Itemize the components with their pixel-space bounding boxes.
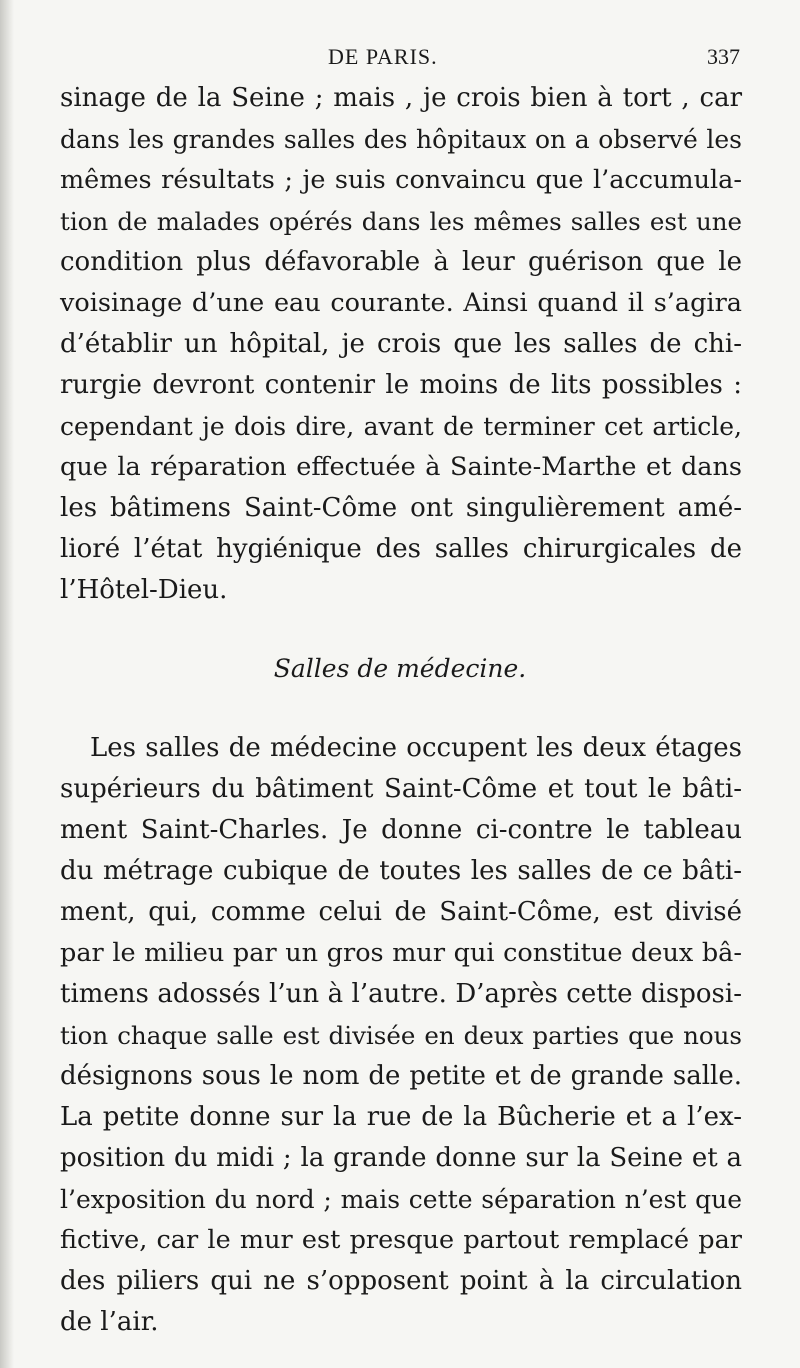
text-line: Les salles de médecine occupent les deux étages bbox=[90, 733, 742, 763]
text-line: tion chaque salle est divisée en deux parties que nous bbox=[60, 1021, 742, 1050]
text-line: tion de malades opérés dans les mêmes salles est une bbox=[60, 207, 742, 236]
text-line: supérieurs du bâtiment Saint-Côme et tout le bâti- bbox=[60, 774, 742, 804]
text-line: rurgie devront contenir le moins de lits possibles : bbox=[60, 370, 742, 400]
text-line: cependant je dois dire, avant de terminer cet article, bbox=[60, 412, 742, 441]
text-line: par le milieu par un gros mur qui constitue deux bâ- bbox=[60, 938, 742, 968]
text-line: sinage de la Seine ; mais , je crois bien à tort , car bbox=[60, 83, 742, 113]
running-header bbox=[60, 44, 740, 76]
text-line: des piliers qui ne s’opposent point à la circulation bbox=[60, 1266, 742, 1296]
text-line: ment, qui, comme celui de Saint-Côme, est divisé bbox=[60, 897, 742, 927]
text-line: ment Saint-Charles. Je donne ci-contre le tableau bbox=[60, 815, 742, 845]
text-line: de l’air. bbox=[60, 1307, 159, 1337]
text-line: fictive, car le mur est presque partout remplacé par bbox=[60, 1225, 742, 1255]
text-line: dans les grandes salles des hôpitaux on a observé les bbox=[60, 125, 742, 154]
text-line: du métrage cubique de toutes les salles de ce bâti- bbox=[60, 856, 742, 886]
text-line: que la réparation effectuée à Sainte-Marthe et dans bbox=[60, 452, 742, 482]
text-line: lioré l’état hygiénique des salles chirurgicales de bbox=[60, 534, 742, 564]
page-number: 337 bbox=[707, 44, 740, 69]
text-line: désignons sous le nom de petite et de grande salle. bbox=[60, 1061, 742, 1091]
page-edge-shadow bbox=[0, 0, 14, 1368]
text-line: l’exposition du nord ; mais cette séparation n’est que bbox=[60, 1185, 742, 1214]
text-line: les bâtimens Saint-Côme ont singulièrement amé- bbox=[60, 493, 742, 523]
text-line: La petite donne sur la rue de la Bûcherie et a l’ex- bbox=[60, 1102, 742, 1132]
text-line: condition plus défavorable à leur guérison que le bbox=[60, 247, 742, 277]
text-line: d’établir un hôpital, je crois que les salles de chi- bbox=[60, 329, 742, 359]
text-line: voisinage d’une eau courante. Ainsi quand il s’agira bbox=[60, 288, 742, 318]
text-line: position du midi ; la grande donne sur la Seine et a bbox=[60, 1143, 742, 1173]
text-line: mêmes résultats ; je suis convaincu que l’accumula- bbox=[60, 165, 742, 195]
text-line: l’Hôtel-Dieu. bbox=[60, 575, 228, 605]
running-title: DE PARIS. bbox=[328, 44, 438, 69]
paragraph-continued bbox=[60, 78, 742, 611]
section-heading: Salles de médecine. bbox=[273, 654, 527, 683]
text-line: timens adossés l’un à l’autre. D’après cette disposi- bbox=[60, 979, 742, 1009]
paragraph-medecine bbox=[60, 728, 742, 1343]
